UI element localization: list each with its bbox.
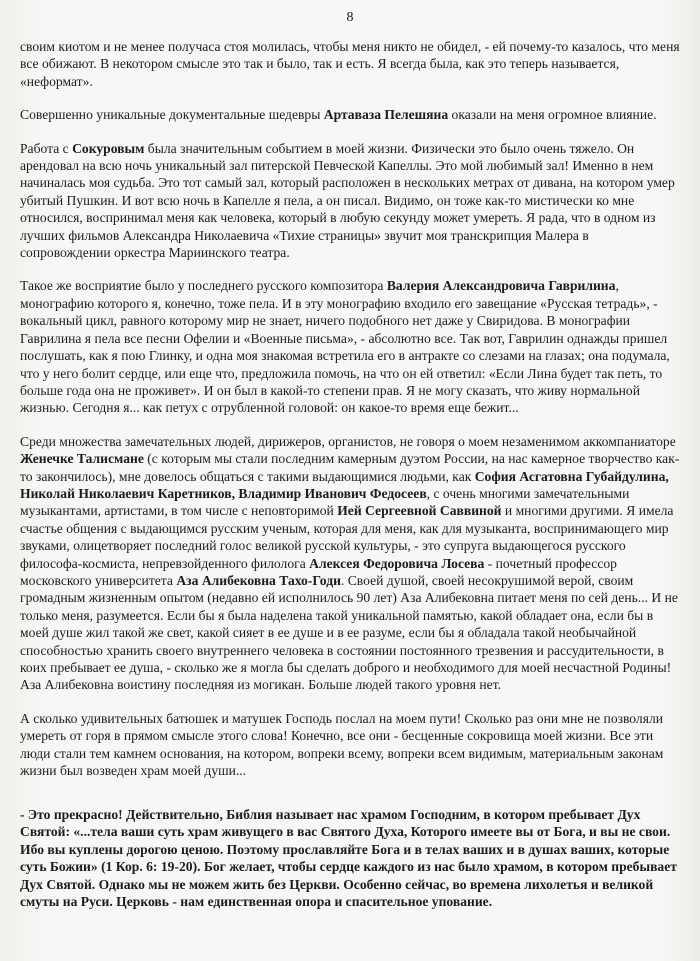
name-highlight: София Асгатовна Губайдулина, Николай Николаевич Каретников, Владимир Иванович Федосеев [20,468,669,501]
name-highlight: Женечке Талисмане [20,451,144,467]
paragraph [20,433,680,694]
page-number: 8 [346,10,354,25]
text-run: Работа с [20,140,73,156]
body-text [20,38,680,779]
paragraph [20,106,680,123]
paragraph [20,38,680,90]
name-highlight: Алексея Федоровича Лосева [309,555,485,571]
text-run: Среди множества замечательных людей, дирижеров, органистов, не говоря о моем незаменимом аккомпаниаторе [20,433,676,449]
name-highlight: Ией Сергеевной Саввиной [337,503,502,519]
text-run: своим киотом и не менее получаса стоя молилась, чтобы меня никто не обидел, - ей почему-то казалось, что меня все обижают. В некотором смысле это так и было, так и есть. Я всегда была, как это теперь называется, «неформат». [20,39,680,89]
text-run: (с которым мы стали последним камерным дуэтом России, на нас камерное творчество как-то закончилось), мне довелось общаться с такими выдающимися людьми, как [20,451,680,484]
question-text: - Это прекрасно! Действительно, Библия называет нас храмом Господним, в котором пребывает Дух Святой: «...тела ваши суть храм живущего в вас Святого Духа, Которого имеете вы от Бога, и вы не свои. Ибо вы куплены дорогою ценою. Поэтому прославляйте Бога и в телах ваших и в душах ваших, которые суть Божии» (1 Кор. 6: 19-20). Бог желает, чтобы сердце каждого из нас было храмом, в котором пребывает Дух Святой. Однако мы не можем жить без Церкви. Особенно сейчас, во времена лихолетья и великой смуты на Руси. Церковь - нам единственная опора и спасительное упование. [20,807,677,910]
text-run: А сколько удивительных батюшек и матушек Господь послал на моем пути! Сколько раз они мне не позволяли умереть от горя в прямом смысле этого слова! Конечно, все они - бесценные сокровища моей жизни. Все эти люди стали тем камнем основания, на котором, вопреки всему, вопреки всем видимым, материальным законам жизни был возведен храм моей души... [20,710,664,779]
paragraph [20,710,680,780]
text-run: была значительным событием в моей жизни. Физически это было очень тяжело. Он арендовал на всю ночь уникальный зал питерской Певческой Капеллы. Это мой любимый зал! Именно в нем начиналась моя судьба. Это тот самый зал, который расположен в нескольких метрах от дивана, на котором умер убитый Пушкин. И вот всю ночь в Капелле я пела, а он писал. Видимо, он тоже как-то мистически ко мне относился, воспринимал меня как человека, который в любую секунду может умереть. Я рада, что в одном из лучших фильмов Александра Николаевича «Тихие страницы» звучит моя транскрипция Малера в сопровождении оркестра Мариинского театра. [20,140,675,261]
name-highlight: Сокуровым [72,140,145,156]
text-run: , монографию которого я, конечно, тоже пела. И в эту монографию входило его завещание «Русская тетрадь», - вокальный цикл, равного которому мир не знает, ничего подобного нет даже у Свиридова. В монографии Гаврилина я пела все песни Офелии и «Военные письма», - абсолютно все. Так вот, Гаврилин однажды пришел послушать, как я пою Глинку, и одна моя знакомая встретила его в антракте со слезами на глазах; она подумала, что у него болит сердце, или еще что, предложила помочь, на что он ей ответил: «Если Лина будет так петь, то больше года она не проживет». И он был в какой-то степени прав. Я не могу сказать, что живу нормальной жизнью. Сегодня я... как петух с отрубленной головой: он какое-то время еще бежит... [20,278,670,416]
paragraph [20,277,680,416]
text-run: Такое же восприятие было у последнего русского композитора [20,278,387,294]
name-highlight: Артаваза Пелешяна [323,107,449,123]
text-run: , с очень многими замечательными музыкантами, артистами, в том числе с неповторимой [20,485,630,519]
name-highlight: Аза Алибековна Тахо-Годи [176,572,341,588]
text-run: Совершенно уникальные документальные шедевры [20,107,324,123]
text-run: . Своей душой, своей несокрушимой верой, своим громадным жизненным опытом (недавно ей исполнилось 90 лет) Аза Алибековна питает меня по сей день... И не только меня, разумеется. Если бы я была наделена такой уникальной памятью, какой обладает она, если бы в моей душе жил такой же свет, какой сияет в ее душе и в ее разуме, если бы я обладала такой необычайной способностью хранить своего внутреннего человека в состоянии постоянного трезвения и рассудительности, в коих пребывает ее душа, - сколько же я могла бы сделать доброго и необходимого для моей несчастной Родины! Аза Алибековна воистину последняя из могикан. Больше людей такого уровня нет. [20,572,678,693]
text-run: оказали на меня огромное влияние. [448,107,657,123]
interview-question [20,806,680,910]
text-run: - почетный профессор московского университета [20,555,617,588]
name-highlight: Валерия Александровича Гаврилина [386,278,616,294]
text-run: и многими другими. Я имела счастье общения с выдающимся русским ученым, которая для меня, как для музыканта, воспринимающего мир звуками, олицетворяет последний голос великой русской культуры, - это супруга выдающегося русского философа-космиста, непревзойденного филолога [20,503,674,571]
paragraph [20,140,680,262]
